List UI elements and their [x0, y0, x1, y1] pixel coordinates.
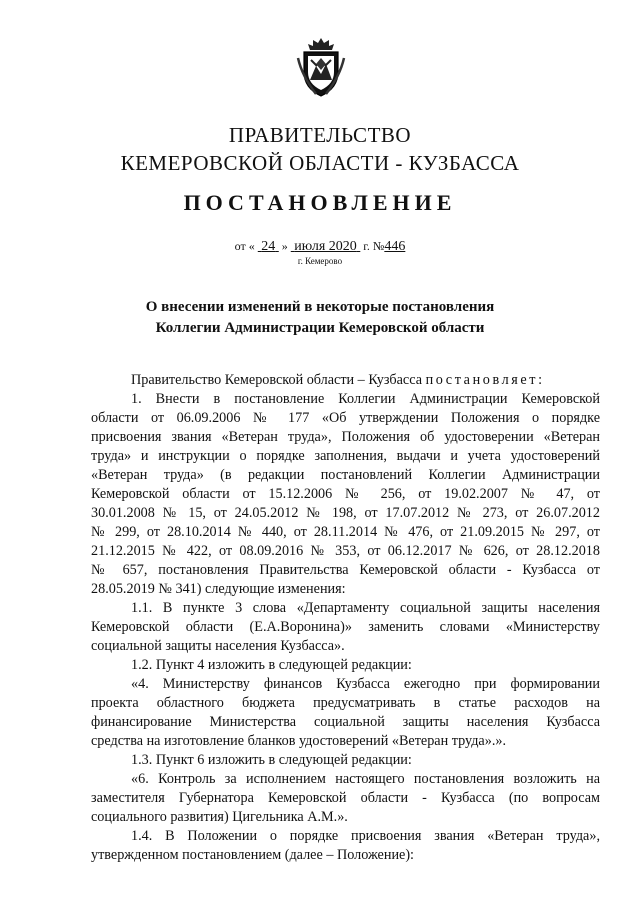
coat-of-arms-icon	[296, 36, 346, 98]
intro-text: Правительство Кемеровской области – Кузбасса	[131, 372, 423, 388]
body-line: 1. Внести в постановление Коллегии Администрации Кемеровской	[131, 391, 600, 407]
body-line: финансирование Министерства социальной защиты населения Кузбасса	[91, 714, 600, 730]
body-line: Кемеровской области (Е.А.Воронина)» заменить словами «Министерству	[91, 619, 600, 635]
intro-action: постановляет:	[425, 372, 545, 388]
body-line: № 657, постановления Правительства Кемеровской области - Кузбасса от	[91, 562, 600, 578]
document-number: 446	[384, 239, 406, 254]
intro-paragraph	[131, 373, 545, 387]
date-line	[0, 240, 640, 254]
body-line: социальной защиты населения Кузбасса».	[91, 638, 345, 654]
date-mid: »	[281, 239, 288, 253]
body-line: № 299, от 28.10.2014 № 440, от 28.11.2014 № 476, от 21.09.2015 № 297, от	[91, 524, 600, 540]
number-label: №	[372, 239, 385, 253]
government-title-line-1: ПРАВИТЕЛЬСТВО	[228, 123, 412, 147]
date-prefix: от «	[234, 239, 255, 253]
date-month-year: июля 2020	[294, 239, 357, 254]
government-title-line-2: КЕМЕРОВСКОЙ ОБЛАСТИ - КУЗБАССА	[120, 151, 520, 175]
body-line: 1.1. В пункте 3 слова «Департаменту социальной защиты населения	[131, 600, 600, 616]
body-line: области от 06.09.2006 № 177 «Об утверждении Положения о порядке	[91, 410, 600, 426]
document-type: ПОСТАНОВЛЕНИЕ	[183, 190, 457, 215]
year-suffix: г.	[363, 239, 370, 253]
body-line: труда» и инструкции о порядке заполнения, выдачи и учета удостоверений	[91, 448, 600, 464]
body-line: 1.2. Пункт 4 изложить в следующей редакции:	[131, 657, 412, 673]
city: г. Кемерово	[297, 256, 343, 266]
body-line: присвоения звания «Ветеран труда», Положения об удостоверении «Ветеран	[91, 429, 600, 445]
document-title-line-2: Коллегии Администрации Кемеровской области	[155, 320, 485, 336]
document-title-line-1: О внесении изменений в некоторые постановления	[145, 299, 495, 315]
body-line: «4. Министерству финансов Кузбасса ежегодно при формировании	[131, 676, 600, 692]
body-line: 21.12.2015 № 422, от 08.09.2016 № 353, от 06.12.2017 № 626, от 28.12.2018	[91, 543, 600, 559]
body-line: средства на изготовление бланков удостоверений «Ветеран труда».».	[91, 733, 507, 749]
body-line: 1.4. В Положении о порядке присвоения звания «Ветеран труда»,	[131, 828, 600, 844]
body-line: «6. Контроль за исполнением настоящего постановления возложить на	[131, 771, 600, 787]
body-line: 30.01.2008 № 15, от 24.05.2012 № 198, от 17.07.2012 № 273, от 26.07.2012	[91, 505, 600, 521]
body-line: проекта областного бюджета предусматривать в статье расходов на	[91, 695, 600, 711]
body-line: утвержденном постановлением (далее – Положение):	[91, 847, 415, 863]
body-line: 1.3. Пункт 6 изложить в следующей редакции:	[131, 752, 412, 768]
body-line: «Ветеран труда» (в редакции постановлений Коллегии Администрации	[91, 467, 600, 483]
body-line: социального развития) Цигельника А.М.».	[91, 809, 348, 825]
body-line: Кемеровской области от 15.12.2006 № 256, от 19.02.2007 № 47, от	[91, 486, 600, 502]
body-line: 28.05.2019 № 341) следующие изменения:	[91, 581, 346, 597]
date-day: 24	[261, 239, 276, 254]
body-line: заместителя Губернатора Кемеровской области - Кузбасса (по вопросам	[91, 790, 600, 806]
